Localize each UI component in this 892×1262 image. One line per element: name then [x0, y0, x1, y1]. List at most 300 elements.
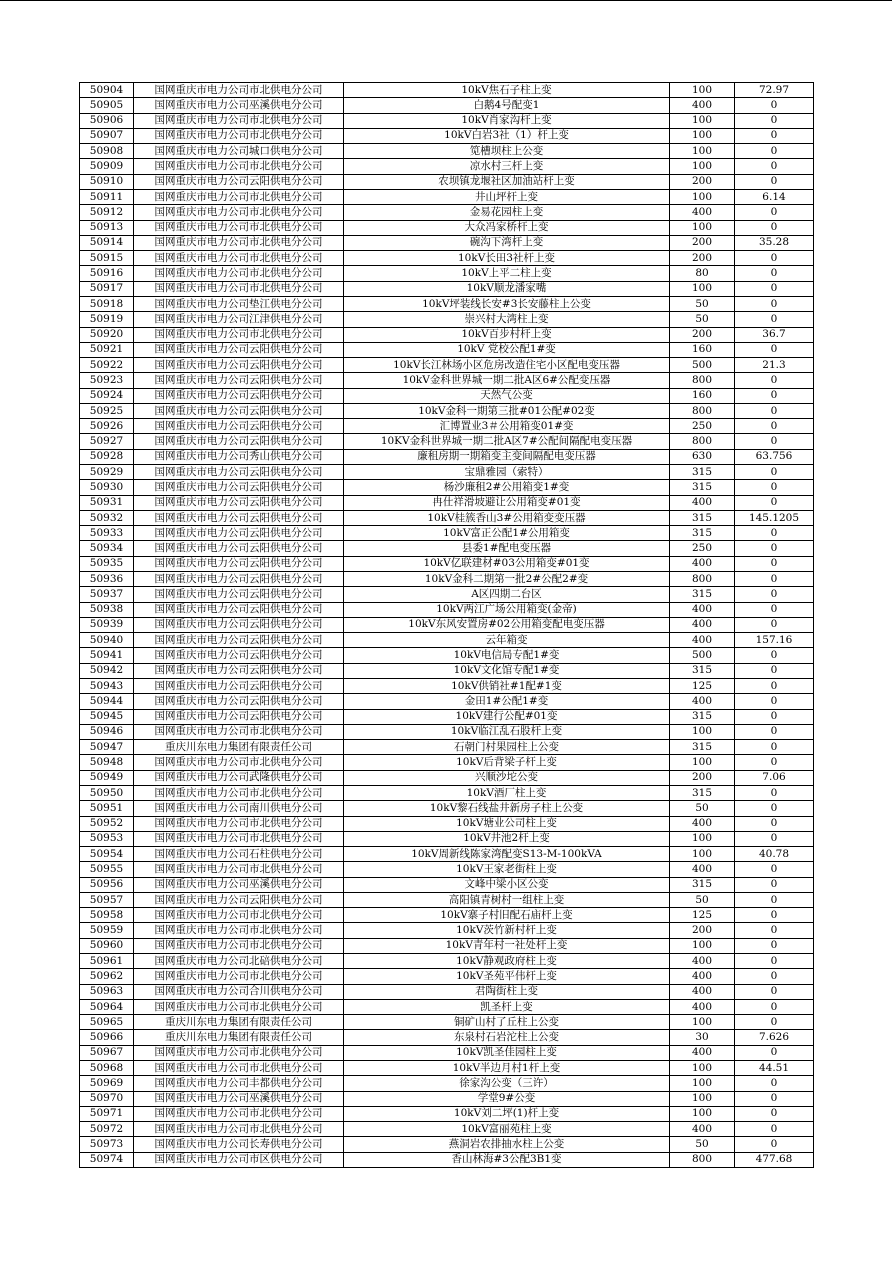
- table-row: [80, 862, 814, 877]
- cell-company: 国网重庆市电力公司巫溪供电分公司: [134, 98, 344, 113]
- cell-record-id: 50934: [80, 541, 134, 556]
- cell-transformer-name: 县委1#配电变压器: [344, 541, 670, 556]
- cell-company: 国网重庆市电力公司云阳供电分公司: [134, 709, 344, 724]
- cell-company: 国网重庆市电力公司长寿供电分公司: [134, 1137, 344, 1152]
- table-row: [80, 1106, 814, 1121]
- cell-transformer-name: 10kV电信局专配1#变: [344, 648, 670, 663]
- cell-record-id: 50962: [80, 969, 134, 984]
- cell-value: 40.78: [735, 847, 814, 862]
- cell-company: 国网重庆市电力公司云阳供电分公司: [134, 388, 344, 403]
- cell-value: 0: [735, 174, 814, 189]
- cell-record-id: 50918: [80, 296, 134, 311]
- table-row: [80, 113, 814, 128]
- cell-value: 0: [735, 1122, 814, 1137]
- table-row: [80, 785, 814, 800]
- cell-record-id: 50973: [80, 1137, 134, 1152]
- cell-capacity: 400: [670, 98, 735, 113]
- cell-record-id: 50952: [80, 816, 134, 831]
- cell-transformer-name: 10kV上平二柱上变: [344, 266, 670, 281]
- cell-capacity: 250: [670, 541, 735, 556]
- cell-company: 国网重庆市电力公司市北供电分公司: [134, 205, 344, 220]
- cell-record-id: 50942: [80, 663, 134, 678]
- cell-value: 0: [735, 831, 814, 846]
- table-row: [80, 709, 814, 724]
- cell-transformer-name: 兴顺沙坨公变: [344, 770, 670, 785]
- cell-value: 0: [735, 312, 814, 327]
- table-row: [80, 1122, 814, 1137]
- cell-transformer-name: 10kV桂簇香山3#公用箱变变压器: [344, 510, 670, 525]
- cell-record-id: 50960: [80, 938, 134, 953]
- cell-capacity: 400: [670, 862, 735, 877]
- cell-capacity: 315: [670, 740, 735, 755]
- cell-value: 0: [735, 999, 814, 1014]
- cell-capacity: 315: [670, 785, 735, 800]
- cell-capacity: 50: [670, 892, 735, 907]
- cell-transformer-name: 10kV富丽苑柱上变: [344, 1122, 670, 1137]
- table-body: [80, 83, 814, 1168]
- cell-record-id: 50911: [80, 189, 134, 204]
- cell-transformer-name: 白鹅4号配变1: [344, 98, 670, 113]
- cell-capacity: 315: [670, 587, 735, 602]
- cell-capacity: 100: [670, 1015, 735, 1030]
- cell-transformer-name: 10kV富正公配1#公用箱变: [344, 526, 670, 541]
- cell-company: 国网重庆市电力公司云阳供电分公司: [134, 419, 344, 434]
- cell-capacity: 125: [670, 678, 735, 693]
- cell-record-id: 50917: [80, 281, 134, 296]
- cell-value: 0: [735, 159, 814, 174]
- table-row: [80, 908, 814, 923]
- cell-transformer-name: 崇兴村大湾柱上变: [344, 312, 670, 327]
- cell-value: 157.16: [735, 633, 814, 648]
- table-row: [80, 1030, 814, 1045]
- cell-value: 6.14: [735, 189, 814, 204]
- cell-transformer-name: 学堂9#公变: [344, 1091, 670, 1106]
- cell-record-id: 50913: [80, 220, 134, 235]
- cell-transformer-name: 10kV焦石子柱上变: [344, 83, 670, 98]
- cell-record-id: 50974: [80, 1152, 134, 1167]
- table-row: [80, 1076, 814, 1091]
- cell-company: 国网重庆市电力公司市北供电分公司: [134, 816, 344, 831]
- cell-company: 国网重庆市电力公司巫溪供电分公司: [134, 1091, 344, 1106]
- cell-record-id: 50909: [80, 159, 134, 174]
- cell-capacity: 50: [670, 312, 735, 327]
- table-row: [80, 678, 814, 693]
- cell-transformer-name: 10kV 党校公配1#变: [344, 342, 670, 357]
- cell-value: 0: [735, 1091, 814, 1106]
- cell-record-id: 50951: [80, 801, 134, 816]
- table-row: [80, 144, 814, 159]
- cell-transformer-name: 君陶街柱上变: [344, 984, 670, 999]
- cell-company: 国网重庆市电力公司云阳供电分公司: [134, 526, 344, 541]
- cell-capacity: 100: [670, 1076, 735, 1091]
- cell-value: 0: [735, 495, 814, 510]
- table-row: [80, 205, 814, 220]
- cell-transformer-name: 10kV金科一期第三批#01公配#02变: [344, 403, 670, 418]
- cell-record-id: 50961: [80, 954, 134, 969]
- cell-capacity: 100: [670, 847, 735, 862]
- cell-capacity: 30: [670, 1030, 735, 1045]
- cell-capacity: 800: [670, 572, 735, 587]
- cell-company: 国网重庆市电力公司江津供电分公司: [134, 312, 344, 327]
- cell-company: 国网重庆市电力公司云阳供电分公司: [134, 648, 344, 663]
- cell-capacity: 400: [670, 633, 735, 648]
- cell-capacity: 400: [670, 816, 735, 831]
- cell-capacity: 315: [670, 510, 735, 525]
- table-row: [80, 984, 814, 999]
- table-row: [80, 159, 814, 174]
- table-row: [80, 1091, 814, 1106]
- cell-record-id: 50908: [80, 144, 134, 159]
- table-row: [80, 969, 814, 984]
- cell-value: 0: [735, 923, 814, 938]
- table-row: [80, 373, 814, 388]
- cell-company: 国网重庆市电力公司云阳供电分公司: [134, 617, 344, 632]
- cell-company: 国网重庆市电力公司城口供电分公司: [134, 144, 344, 159]
- table-row: [80, 892, 814, 907]
- table-row: [80, 999, 814, 1014]
- cell-record-id: 50957: [80, 892, 134, 907]
- cell-company: 国网重庆市电力公司市北供电分公司: [134, 266, 344, 281]
- table-row: [80, 587, 814, 602]
- cell-company: 重庆川东电力集团有限责任公司: [134, 1015, 344, 1030]
- cell-value: 0: [735, 296, 814, 311]
- cell-capacity: 100: [670, 83, 735, 98]
- cell-record-id: 50932: [80, 510, 134, 525]
- cell-company: 国网重庆市电力公司市北供电分公司: [134, 1106, 344, 1121]
- cell-transformer-name: 文峰中梁小区公变: [344, 877, 670, 892]
- cell-record-id: 50944: [80, 694, 134, 709]
- cell-company: 国网重庆市电力公司云阳供电分公司: [134, 403, 344, 418]
- table-row: [80, 419, 814, 434]
- cell-company: 国网重庆市电力公司云阳供电分公司: [134, 541, 344, 556]
- cell-transformer-name: 10kV周新线陈家湾配变S13-M-100kVA: [344, 847, 670, 862]
- cell-record-id: 50949: [80, 770, 134, 785]
- cell-transformer-name: 凉水村三杆上变: [344, 159, 670, 174]
- cell-transformer-name: 10kV百步村杆上变: [344, 327, 670, 342]
- cell-transformer-name: A区四期二台区: [344, 587, 670, 602]
- cell-transformer-name: 冉仕祥滑坡避让公用箱变#01变: [344, 495, 670, 510]
- cell-value: 0: [735, 678, 814, 693]
- table-row: [80, 663, 814, 678]
- cell-transformer-name: 金田1#公配1#变: [344, 694, 670, 709]
- cell-company: 国网重庆市电力公司云阳供电分公司: [134, 174, 344, 189]
- cell-record-id: 50914: [80, 235, 134, 250]
- cell-record-id: 50936: [80, 572, 134, 587]
- cell-capacity: 800: [670, 403, 735, 418]
- cell-record-id: 50927: [80, 434, 134, 449]
- cell-company: 国网重庆市电力公司云阳供电分公司: [134, 602, 344, 617]
- cell-value: 0: [735, 801, 814, 816]
- cell-record-id: 50970: [80, 1091, 134, 1106]
- cell-record-id: 50967: [80, 1045, 134, 1060]
- cell-company: 国网重庆市电力公司市北供电分公司: [134, 235, 344, 250]
- cell-value: 0: [735, 572, 814, 587]
- cell-record-id: 50945: [80, 709, 134, 724]
- cell-record-id: 50912: [80, 205, 134, 220]
- transformer-table: [79, 82, 814, 1168]
- cell-company: 国网重庆市电力公司武隆供电分公司: [134, 770, 344, 785]
- table-row: [80, 251, 814, 266]
- cell-capacity: 400: [670, 984, 735, 999]
- cell-record-id: 50971: [80, 1106, 134, 1121]
- cell-transformer-name: 10kV后背梁子杆上变: [344, 755, 670, 770]
- table-row: [80, 235, 814, 250]
- cell-value: 0: [735, 251, 814, 266]
- cell-capacity: 315: [670, 465, 735, 480]
- table-row: [80, 847, 814, 862]
- cell-transformer-name: 廉租房期一期箱变主变间隔配电变压器: [344, 449, 670, 464]
- cell-capacity: 100: [670, 831, 735, 846]
- cell-transformer-name: 10kV塘业公司柱上变: [344, 816, 670, 831]
- cell-transformer-name: 10kV长江林场小区危房改造住宅小区配电变压器: [344, 358, 670, 373]
- cell-transformer-name: 10kV白岩3社（1）杆上变: [344, 128, 670, 143]
- cell-transformer-name: 笕槽坝柱上公变: [344, 144, 670, 159]
- cell-transformer-name: 香山林海#3公配3B1变: [344, 1152, 670, 1167]
- cell-value: 44.51: [735, 1061, 814, 1076]
- cell-transformer-name: 10kV凯圣佳园柱上变: [344, 1045, 670, 1060]
- cell-capacity: 50: [670, 1137, 735, 1152]
- cell-company: 国网重庆市电力公司云阳供电分公司: [134, 358, 344, 373]
- cell-value: 0: [735, 403, 814, 418]
- cell-capacity: 100: [670, 755, 735, 770]
- cell-capacity: 200: [670, 327, 735, 342]
- cell-value: 0: [735, 373, 814, 388]
- cell-value: 0: [735, 1076, 814, 1091]
- cell-value: 7.626: [735, 1030, 814, 1045]
- cell-company: 国网重庆市电力公司云阳供电分公司: [134, 510, 344, 525]
- cell-record-id: 50950: [80, 785, 134, 800]
- cell-company: 国网重庆市电力公司云阳供电分公司: [134, 678, 344, 693]
- table-row: [80, 98, 814, 113]
- cell-capacity: 400: [670, 1122, 735, 1137]
- table-row: [80, 281, 814, 296]
- cell-record-id: 50972: [80, 1122, 134, 1137]
- cell-transformer-name: 杨沙廉租2#公用箱变1#变: [344, 480, 670, 495]
- cell-record-id: 50930: [80, 480, 134, 495]
- cell-record-id: 50931: [80, 495, 134, 510]
- cell-company: 国网重庆市电力公司市北供电分公司: [134, 83, 344, 98]
- cell-value: 72.97: [735, 83, 814, 98]
- cell-value: 0: [735, 1015, 814, 1030]
- cell-transformer-name: 东泉村石岩沱柱上公变: [344, 1030, 670, 1045]
- cell-company: 国网重庆市电力公司云阳供电分公司: [134, 694, 344, 709]
- page-top-rule: [0, 0, 892, 1]
- cell-company: 国网重庆市电力公司垫江供电分公司: [134, 296, 344, 311]
- cell-record-id: 50905: [80, 98, 134, 113]
- cell-company: 国网重庆市电力公司市北供电分公司: [134, 938, 344, 953]
- cell-capacity: 315: [670, 480, 735, 495]
- table-row: [80, 526, 814, 541]
- cell-company: 国网重庆市电力公司云阳供电分公司: [134, 373, 344, 388]
- table-row: [80, 633, 814, 648]
- cell-transformer-name: 10kV酒厂柱上变: [344, 785, 670, 800]
- cell-transformer-name: 大众冯家桥杆上变: [344, 220, 670, 235]
- cell-capacity: 200: [670, 235, 735, 250]
- cell-capacity: 400: [670, 694, 735, 709]
- cell-record-id: 50924: [80, 388, 134, 403]
- cell-capacity: 630: [670, 449, 735, 464]
- cell-record-id: 50907: [80, 128, 134, 143]
- cell-transformer-name: 10kV两江广场公用箱变(金帝): [344, 602, 670, 617]
- cell-transformer-name: 10kV建行公配#01变: [344, 709, 670, 724]
- cell-company: 国网重庆市电力公司市北供电分公司: [134, 831, 344, 846]
- table-row: [80, 312, 814, 327]
- cell-company: 国网重庆市电力公司云阳供电分公司: [134, 465, 344, 480]
- cell-record-id: 50937: [80, 587, 134, 602]
- cell-record-id: 50926: [80, 419, 134, 434]
- cell-company: 国网重庆市电力公司市北供电分公司: [134, 923, 344, 938]
- cell-company: 国网重庆市电力公司市北供电分公司: [134, 128, 344, 143]
- table-row: [80, 572, 814, 587]
- cell-transformer-name: 10kV东风安置房#02公用箱变配电变压器: [344, 617, 670, 632]
- table-row: [80, 923, 814, 938]
- cell-capacity: 50: [670, 296, 735, 311]
- table-row: [80, 83, 814, 98]
- cell-record-id: 50929: [80, 465, 134, 480]
- table-row: [80, 740, 814, 755]
- cell-value: 35.28: [735, 235, 814, 250]
- cell-company: 国网重庆市电力公司云阳供电分公司: [134, 587, 344, 602]
- cell-capacity: 100: [670, 1061, 735, 1076]
- cell-value: 0: [735, 755, 814, 770]
- cell-record-id: 50928: [80, 449, 134, 464]
- cell-company: 国网重庆市电力公司市北供电分公司: [134, 327, 344, 342]
- cell-value: 0: [735, 465, 814, 480]
- cell-record-id: 50915: [80, 251, 134, 266]
- cell-capacity: 400: [670, 556, 735, 571]
- cell-company: 国网重庆市电力公司市区供电分公司: [134, 1152, 344, 1167]
- cell-record-id: 50968: [80, 1061, 134, 1076]
- cell-company: 国网重庆市电力公司市北供电分公司: [134, 908, 344, 923]
- table-row: [80, 327, 814, 342]
- cell-value: 0: [735, 388, 814, 403]
- cell-transformer-name: 10kV青年村一社处杆上变: [344, 938, 670, 953]
- cell-capacity: 100: [670, 281, 735, 296]
- cell-company: 国网重庆市电力公司市北供电分公司: [134, 113, 344, 128]
- cell-company: 国网重庆市电力公司丰都供电分公司: [134, 1076, 344, 1091]
- cell-company: 国网重庆市电力公司市北供电分公司: [134, 755, 344, 770]
- cell-company: 重庆川东电力集团有限责任公司: [134, 740, 344, 755]
- cell-transformer-name: 天然气公变: [344, 388, 670, 403]
- cell-transformer-name: 10kV金科二期第一批2#公配2#变: [344, 572, 670, 587]
- cell-transformer-name: 10kV肖家沟杆上变: [344, 113, 670, 128]
- cell-value: 0: [735, 709, 814, 724]
- table-row: [80, 831, 814, 846]
- table-row: [80, 694, 814, 709]
- cell-value: 0: [735, 908, 814, 923]
- cell-transformer-name: 10kV黎石线盐井新房子柱上公变: [344, 801, 670, 816]
- cell-value: 0: [735, 1106, 814, 1121]
- cell-capacity: 50: [670, 801, 735, 816]
- cell-value: 0: [735, 740, 814, 755]
- cell-transformer-name: 10kV圣苑平伟杆上变: [344, 969, 670, 984]
- cell-capacity: 250: [670, 419, 735, 434]
- table-row: [80, 816, 814, 831]
- cell-value: 0: [735, 938, 814, 953]
- cell-company: 国网重庆市电力公司云阳供电分公司: [134, 495, 344, 510]
- table-row: [80, 189, 814, 204]
- table-row: [80, 1137, 814, 1152]
- cell-value: 0: [735, 526, 814, 541]
- cell-record-id: 50933: [80, 526, 134, 541]
- table-row: [80, 266, 814, 281]
- cell-value: 0: [735, 434, 814, 449]
- cell-value: 0: [735, 877, 814, 892]
- cell-transformer-name: 高阳镇青树村一组柱上变: [344, 892, 670, 907]
- cell-company: 国网重庆市电力公司石柱供电分公司: [134, 847, 344, 862]
- cell-capacity: 200: [670, 923, 735, 938]
- cell-record-id: 50965: [80, 1015, 134, 1030]
- cell-transformer-name: 金易花园柱上变: [344, 205, 670, 220]
- cell-record-id: 50948: [80, 755, 134, 770]
- cell-record-id: 50935: [80, 556, 134, 571]
- table-row: [80, 938, 814, 953]
- cell-record-id: 50953: [80, 831, 134, 846]
- cell-company: 国网重庆市电力公司南川供电分公司: [134, 801, 344, 816]
- cell-value: 0: [735, 113, 814, 128]
- cell-capacity: 400: [670, 969, 735, 984]
- table-row: [80, 556, 814, 571]
- cell-record-id: 50938: [80, 602, 134, 617]
- cell-transformer-name: 云年箱变: [344, 633, 670, 648]
- cell-record-id: 50922: [80, 358, 134, 373]
- table-row: [80, 510, 814, 525]
- cell-capacity: 100: [670, 938, 735, 953]
- cell-record-id: 50947: [80, 740, 134, 755]
- table-row: [80, 449, 814, 464]
- cell-company: 国网重庆市电力公司秀山供电分公司: [134, 449, 344, 464]
- cell-transformer-name: 10kV供销社#1配#1变: [344, 678, 670, 693]
- cell-capacity: 400: [670, 495, 735, 510]
- table-row: [80, 1061, 814, 1076]
- cell-record-id: 50956: [80, 877, 134, 892]
- cell-company: 国网重庆市电力公司云阳供电分公司: [134, 434, 344, 449]
- cell-record-id: 50921: [80, 342, 134, 357]
- cell-company: 国网重庆市电力公司云阳供电分公司: [134, 342, 344, 357]
- cell-transformer-name: 凯圣杆上变: [344, 999, 670, 1014]
- cell-value: 0: [735, 205, 814, 220]
- cell-record-id: 50906: [80, 113, 134, 128]
- cell-transformer-name: 石朝门村果园柱上公变: [344, 740, 670, 755]
- table-row: [80, 358, 814, 373]
- cell-record-id: 50959: [80, 923, 134, 938]
- cell-company: 国网重庆市电力公司云阳供电分公司: [134, 480, 344, 495]
- cell-company: 国网重庆市电力公司云阳供电分公司: [134, 556, 344, 571]
- cell-capacity: 500: [670, 358, 735, 373]
- cell-capacity: 200: [670, 251, 735, 266]
- table-row: [80, 128, 814, 143]
- table-row: [80, 617, 814, 632]
- cell-company: 国网重庆市电力公司市北供电分公司: [134, 1061, 344, 1076]
- table-row: [80, 602, 814, 617]
- cell-capacity: 315: [670, 709, 735, 724]
- cell-record-id: 50925: [80, 403, 134, 418]
- cell-transformer-name: 10KV金科世界城一期二批A区7#公配间隔配电变压器: [344, 434, 670, 449]
- cell-value: 7.06: [735, 770, 814, 785]
- table-row: [80, 403, 814, 418]
- cell-value: 0: [735, 1045, 814, 1060]
- cell-record-id: 50939: [80, 617, 134, 632]
- table-row: [80, 220, 814, 235]
- cell-value: 21.3: [735, 358, 814, 373]
- cell-transformer-name: 汇博置业3＃公用箱变01#变: [344, 419, 670, 434]
- cell-capacity: 100: [670, 724, 735, 739]
- cell-value: 0: [735, 1137, 814, 1152]
- table-row: [80, 480, 814, 495]
- cell-value: 0: [735, 816, 814, 831]
- cell-capacity: 400: [670, 617, 735, 632]
- cell-transformer-name: 10kV文化馆专配1#变: [344, 663, 670, 678]
